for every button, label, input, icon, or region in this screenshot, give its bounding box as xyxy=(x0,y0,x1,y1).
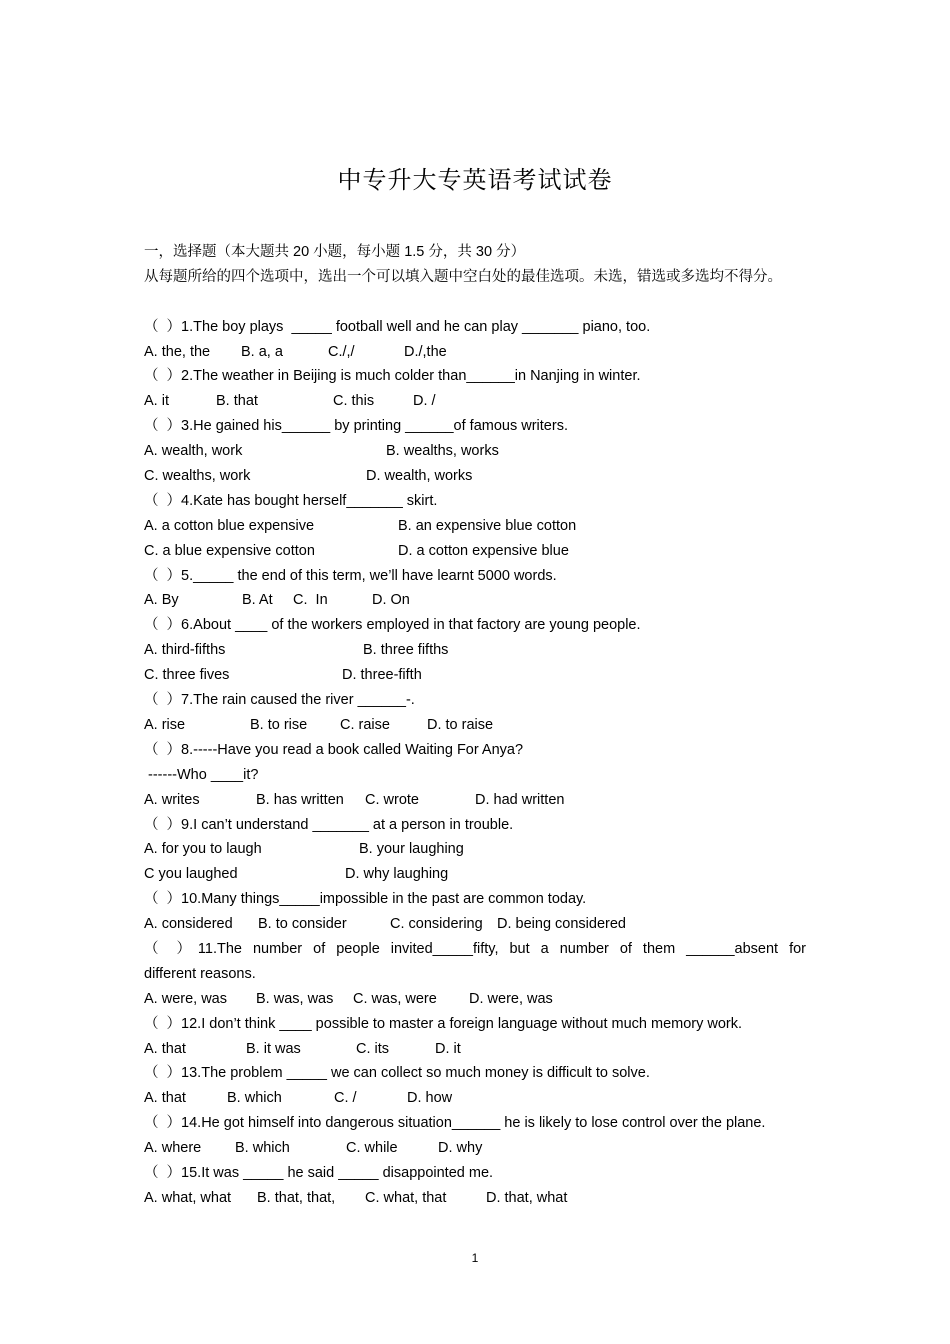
options-7 xyxy=(144,713,806,738)
option-d: D. were, was xyxy=(469,990,553,1007)
question-8-reply: ------Who ____it? xyxy=(144,766,259,783)
options-13 xyxy=(144,1086,806,1111)
option-c: C you laughed xyxy=(144,866,238,883)
option-c: C. In xyxy=(293,592,328,609)
option-a: A. wealth, work xyxy=(144,443,243,460)
option-d: D. how xyxy=(407,1090,453,1107)
section-instruction: 从每题所给的四个选项中，选出一个可以填入题中空白处的最佳选项。未选，错选或多选均不得分。 xyxy=(144,268,782,285)
exam-content xyxy=(144,240,806,1211)
option-d: D. it xyxy=(435,1040,461,1057)
option-a: A. the, the xyxy=(144,343,211,360)
question-5: （ ）5._____ the end of this term, we’ll have learnt 5000 words. xyxy=(144,567,557,584)
option-a: A. By xyxy=(144,592,179,609)
option-c: C./,/ xyxy=(328,343,355,360)
options-3a xyxy=(144,439,806,464)
option-b: B. to rise xyxy=(250,716,308,733)
option-a: A. considered xyxy=(144,916,233,933)
option-a: A. where xyxy=(144,1140,202,1157)
question-3: （ ）3.He gained his______ by printing ______of famous writers. xyxy=(144,418,568,435)
options-4b xyxy=(144,539,806,564)
option-b: B. which xyxy=(227,1090,282,1107)
option-a: A. were, was xyxy=(144,990,227,1007)
option-c: C. was, were xyxy=(353,990,437,1007)
option-a: A. that xyxy=(144,1090,186,1107)
question-11: （ ）11.The number of people invited_____fifty, but a number of them ______absent for xyxy=(144,940,806,957)
options-1 xyxy=(144,340,806,365)
question-15: （ ）15.It was _____ he said _____ disappointed me. xyxy=(144,1164,494,1181)
option-a: A. rise xyxy=(144,716,186,733)
option-d: D. wealth, works xyxy=(366,468,473,485)
options-5 xyxy=(144,588,806,613)
option-d: D. being considered xyxy=(497,916,626,933)
option-b: B. it was xyxy=(246,1040,301,1057)
options-4a xyxy=(144,514,806,539)
question-11-continued: different reasons. xyxy=(144,965,256,982)
option-b: B. a, a xyxy=(241,343,283,360)
options-8 xyxy=(144,788,806,813)
option-d: D. / xyxy=(413,393,436,410)
option-d: D. three-fifth xyxy=(342,667,422,684)
question-1: （ ）1.The boy plays _____ football well and he can play _______ piano, too. xyxy=(144,318,651,335)
question-2: （ ）2.The weather in Beijing is much colder than______in Nanjing in winter. xyxy=(144,368,641,385)
option-d: D. why xyxy=(438,1140,483,1157)
option-a: A. a cotton blue expensive xyxy=(144,517,315,534)
section-heading: 一，选择题（本大题共 20 小题，每小题 1.5 分，共 30 分） xyxy=(144,244,526,260)
option-c: C. raise xyxy=(340,716,390,733)
option-c: C. this xyxy=(333,393,375,410)
option-b: B. your laughing xyxy=(359,841,464,858)
option-d: D. why laughing xyxy=(345,866,449,883)
question-9: （ ）9.I can’t understand _______ at a person in trouble. xyxy=(144,816,514,833)
question-4: （ ）4.Kate has bought herself_______ skirt. xyxy=(144,492,438,509)
option-b: B. wealths, works xyxy=(386,443,499,460)
option-b: B. that xyxy=(216,393,258,410)
question-10: （ ）10.Many things_____impossible in the past are common today. xyxy=(144,891,587,908)
page-number: 1 xyxy=(471,1251,479,1265)
page-title: 中专升大专英语考试试卷 xyxy=(337,167,613,194)
option-b: B. was, was xyxy=(256,990,334,1007)
question-14: （ ）14.He got himself into dangerous situation______ he is likely to lose control over the plane. xyxy=(144,1115,766,1132)
option-b: B. which xyxy=(235,1140,290,1157)
question-8: （ ）8.-----Have you read a book called Waiting For Anya? xyxy=(144,741,524,758)
option-d: D. to raise xyxy=(427,716,494,733)
option-b: B. three fifths xyxy=(363,642,449,659)
options-11 xyxy=(144,987,806,1012)
question-13: （ ）13.The problem _____ we can collect so much money is difficult to solve. xyxy=(144,1065,650,1082)
question-7: （ ）7.The rain caused the river ______-. xyxy=(144,692,415,709)
option-b: B. has written xyxy=(256,791,344,808)
options-14 xyxy=(144,1136,806,1161)
option-c: C. considering xyxy=(390,916,483,933)
option-c: C. wrote xyxy=(365,791,419,808)
option-a: A. it xyxy=(144,393,169,410)
options-2 xyxy=(144,389,806,414)
question-12: （ ）12.I don’t think ____ possible to master a foreign language without much memory work. xyxy=(144,1015,743,1032)
option-d: D. that, what xyxy=(486,1189,568,1206)
option-c: C. three fives xyxy=(144,667,230,684)
options-12 xyxy=(144,1037,806,1062)
options-15 xyxy=(144,1186,806,1211)
option-b: B. an expensive blue cotton xyxy=(398,517,577,534)
options-9a xyxy=(144,837,806,862)
option-a: A. writes xyxy=(144,791,200,808)
option-c: C. / xyxy=(334,1090,357,1107)
option-b: B. At xyxy=(242,592,273,609)
option-a: A. third-fifths xyxy=(144,642,226,659)
option-a: A. that xyxy=(144,1040,186,1057)
options-9b xyxy=(144,862,806,887)
question-6: （ ）6.About ____ of the workers employed in that factory are young people. xyxy=(144,617,641,634)
options-6b xyxy=(144,663,806,688)
option-d: D./,the xyxy=(404,343,447,360)
option-b: B. to consider xyxy=(258,916,347,933)
option-c: C. its xyxy=(356,1040,390,1057)
option-d: D. had written xyxy=(475,791,565,808)
option-a: A. what, what xyxy=(144,1189,232,1206)
options-10 xyxy=(144,912,806,937)
option-c: C. wealths, work xyxy=(144,468,251,485)
option-c: C. a blue expensive cotton xyxy=(144,542,315,559)
options-3b xyxy=(144,464,806,489)
option-a: A. for you to laugh xyxy=(144,841,262,858)
option-c: C. while xyxy=(346,1140,398,1157)
option-d: D. a cotton expensive blue xyxy=(398,542,569,559)
option-b: B. that, that, xyxy=(257,1189,336,1206)
option-d: D. On xyxy=(372,592,410,609)
option-c: C. what, that xyxy=(365,1189,447,1206)
options-6a xyxy=(144,638,806,663)
